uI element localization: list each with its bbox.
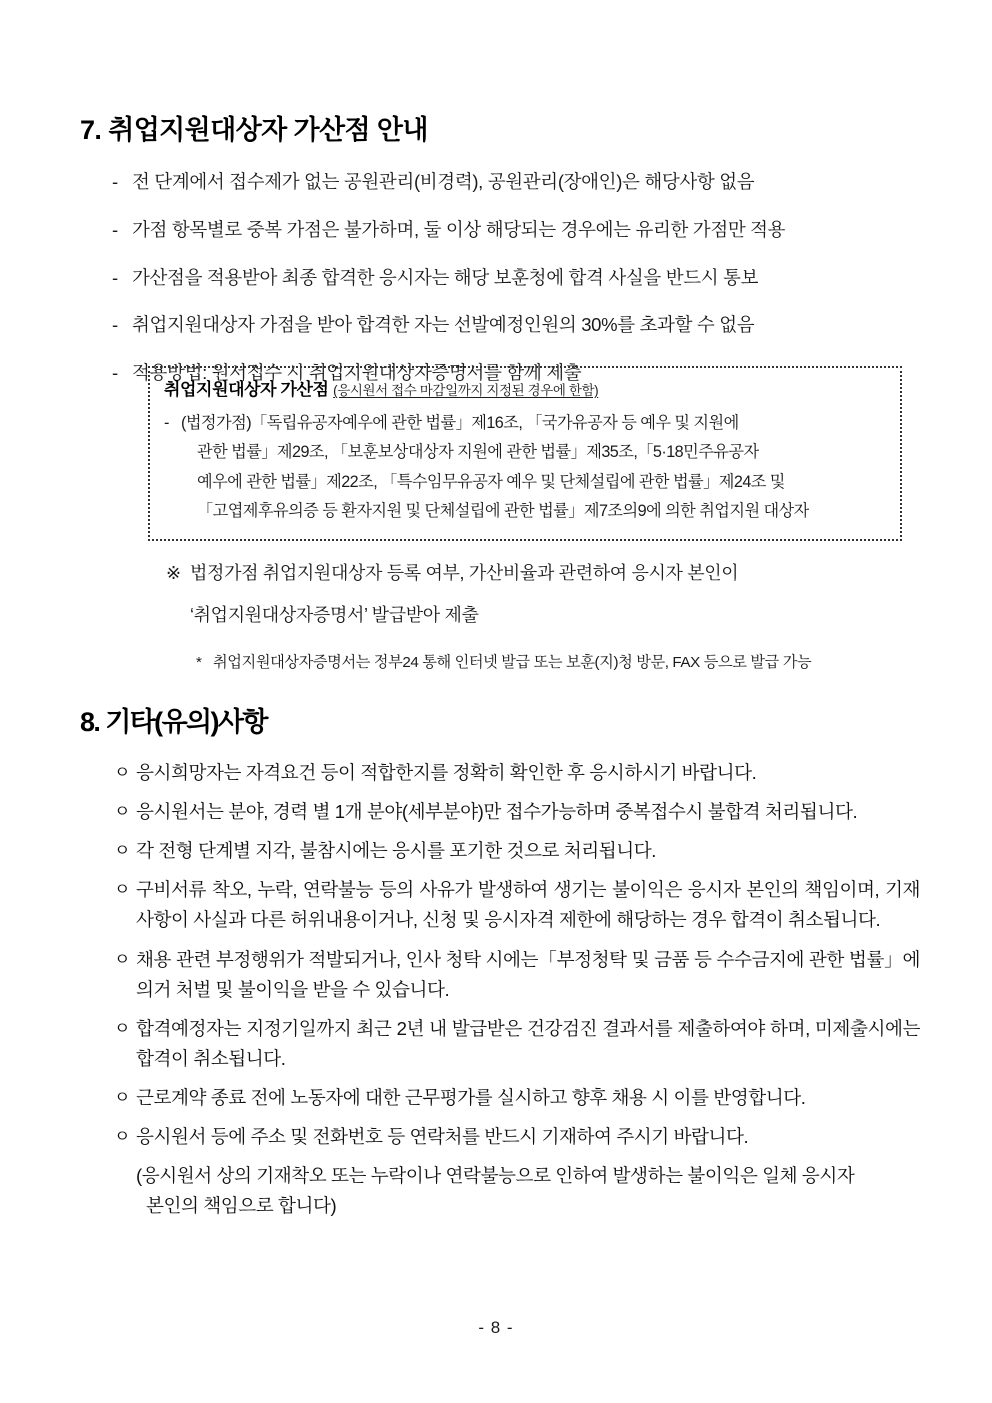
list-item-text: 전 단계에서 접수제가 없는 공원관리(비경력), 공원관리(장애인)은 해당사항 없음 <box>132 171 755 192</box>
list-item-text: 가점 항목별로 중복 가점은 불가하며, 둘 이상 해당되는 경우에는 유리한 가점만 적용 <box>132 218 786 240</box>
circle-bullet-marker: ㅇ <box>114 1018 130 1038</box>
list-item <box>114 945 920 1005</box>
note-secondary-text: 취업지원대상자증명서는 정부24 통해 인터넷 발급 또는 보훈(지)청 방문, FAX 등으로 발급 가능 <box>213 653 812 671</box>
list-item <box>114 1014 920 1074</box>
section-7-notes <box>166 560 926 675</box>
circle-bullet-marker: ㅇ <box>114 841 130 861</box>
asterisk-icon: * <box>196 653 202 671</box>
circle-bullet-marker: ㅇ <box>114 1127 130 1147</box>
closing-line-1: (응시원서 상의 기재착오 또는 누락이나 연락불능으로 인하여 발생하는 불이익은 일체 응시자 <box>136 1165 855 1187</box>
dash-bullet-marker: - <box>112 171 118 192</box>
bonus-points-callout-box <box>148 366 902 541</box>
list-item <box>114 875 920 935</box>
circle-bullet-marker: ㅇ <box>114 763 130 782</box>
note-primary <box>166 560 926 588</box>
list-item <box>112 264 912 292</box>
page-number: - 8 - <box>478 1318 514 1337</box>
list-item-text: 응시원서는 분야, 경력 별 1개 분야(세부분야)만 접수가능하며 중복접수시 불합격 처리됩니다. <box>136 801 858 823</box>
callout-paragraph <box>181 409 886 527</box>
list-item-text: 가산점을 적용받아 최종 합격한 응시자는 해당 보훈청에 합격 사실을 반드시 통보 <box>132 266 759 288</box>
list-item-text: 적용방법: 원서접수 시 취업지원대상자증명서를 함께 제출 <box>132 362 582 383</box>
closing-parenthetical-block <box>114 1161 920 1221</box>
list-item <box>114 1122 920 1152</box>
circle-bullet-marker: ㅇ <box>114 1087 130 1107</box>
note-primary-text: 법정가점 취업지원대상자 등록 여부, 가산비율과 관련하여 응시자 본인이 <box>190 563 739 583</box>
dash-bullet-marker: - <box>112 266 118 288</box>
list-item <box>112 311 912 339</box>
callout-line-1: (법정가점)「독립유공자예우에 관한 법률」제16조, 「국가유공자 등 예우 및 지원에 <box>181 413 739 432</box>
section-8-heading: 8. 기타(유의)사항 <box>80 707 267 737</box>
section-8-bullet-list <box>114 758 920 1221</box>
dash-bullet-marker: - <box>112 314 118 336</box>
list-item-text: 구비서류 착오, 누락, 연락불능 등의 사유가 발생하여 생기는 불이익은 응시자 본인의 책임이며, 기재사항이 사실과 다른 허위내용이거나, 신청 및 응시자격 제한에 해당하는 경우 합격이 취소됩니다. <box>136 879 920 931</box>
list-item-text: 취업지원대상자 가점을 받아 합격한 자는 선발예정인원의 30%를 초과할 수 없음 <box>132 314 755 336</box>
callout-title-note: (응시원서 접수 마감일까지 지정된 경우에 한함) <box>333 383 599 398</box>
closing-parenthetical <box>114 1161 920 1221</box>
closing-line-2: 본인의 책임으로 합니다) <box>146 1195 337 1217</box>
section-7-heading: 7. 취업지원대상자 가산점 안내 <box>80 115 428 145</box>
dash-bullet-marker: - <box>112 218 118 240</box>
reference-mark-icon: ※ <box>166 563 181 583</box>
list-item <box>114 758 920 788</box>
list-item-text: 근로계약 종료 전에 노동자에 대한 근무평가를 실시하고 향후 채용 시 이를 반영합니다. <box>136 1086 806 1108</box>
callout-line-4: 「고엽제후유의증 등 환자지원 및 단체설립에 관한 법률」제7조의9에 의한 취업지원 대상자 <box>197 502 809 521</box>
list-item-text: 응시희망자는 자격요건 등이 적합한지를 정확히 확인한 후 응시하시기 바랍니다. <box>136 762 757 783</box>
list-item <box>114 836 920 866</box>
list-item <box>114 797 920 827</box>
list-item <box>112 216 912 244</box>
callout-line-2: 관한 법률」제29조, 「보훈보상대상자 지원에 관한 법률」제35조,「5·18민주유공자 <box>197 443 759 462</box>
dash-bullet-marker: - <box>164 413 169 432</box>
circle-bullet-marker: ㅇ <box>114 880 130 900</box>
callout-body <box>164 409 886 527</box>
circle-bullet-marker: ㅇ <box>114 802 130 822</box>
list-item-text: 각 전형 단계별 지각, 불참시에는 응시를 포기한 것으로 처리됩니다. <box>136 840 656 862</box>
list-item <box>114 1083 920 1113</box>
callout-title-row <box>164 378 886 403</box>
callout-title: 취업지원대상자 가산점 <box>164 380 329 399</box>
callout-line-3: 예우에 관한 법률」제22조, 「특수임무유공자 예우 및 단체설립에 관한 법률」제24조 및 <box>197 472 785 491</box>
note-secondary <box>166 652 926 675</box>
dash-bullet-marker: - <box>112 362 118 383</box>
note-primary-continuation: ‘취업지원대상자증명서’ 발급받아 제출 <box>190 604 479 625</box>
list-item-text: 합격예정자는 지정기일까지 최근 2년 내 발급받은 건강검진 결과서를 제출하여야 하며, 미제출시에는 합격이 취소됩니다. <box>136 1017 920 1069</box>
list-item <box>112 168 912 196</box>
circle-bullet-marker: ㅇ <box>114 949 130 969</box>
list-item-text: 응시원서 등에 주소 및 전화번호 등 연락처를 반드시 기재하여 주시기 바랍니다. <box>136 1126 749 1148</box>
list-item-text: 채용 관련 부정행위가 적발되거나, 인사 청탁 시에는「부정청탁 및 금품 등 수수금지에 관한 법률」에 의거 처벌 및 불이익을 받을 수 있습니다. <box>136 948 920 1000</box>
